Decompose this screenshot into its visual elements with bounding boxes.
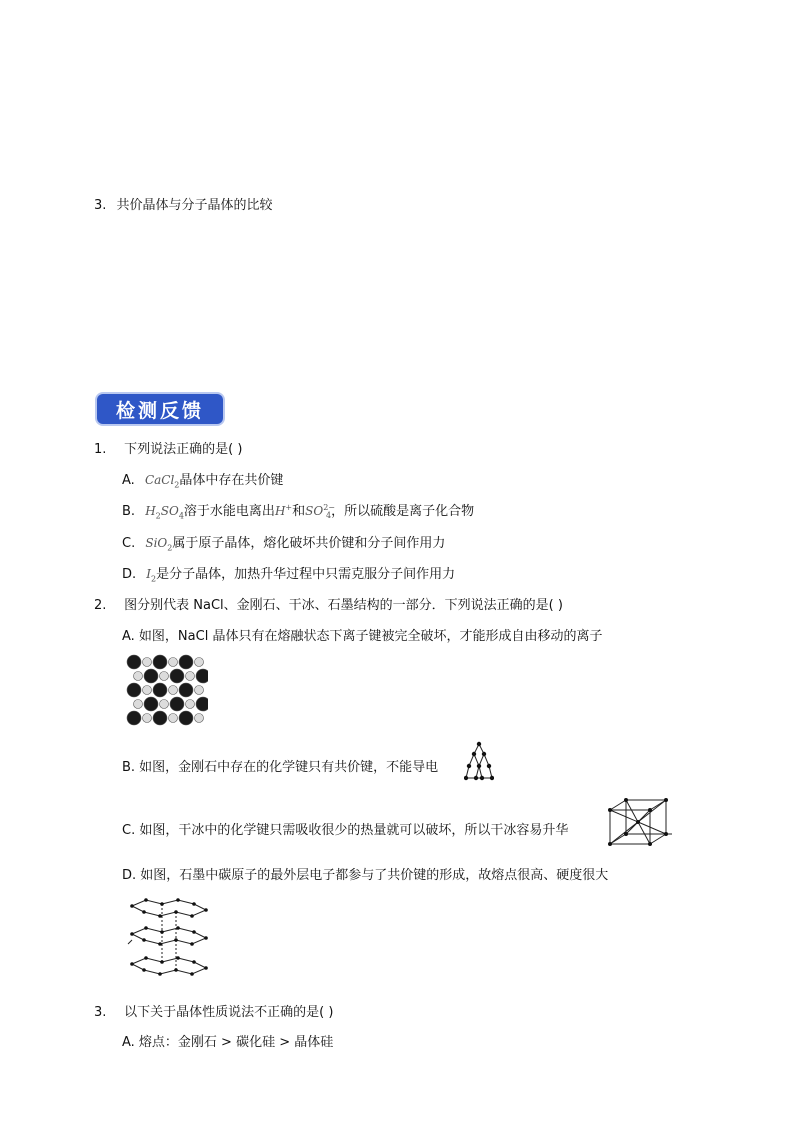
question-stem: 以下关于晶体性质说法不正确的是( ) bbox=[124, 1005, 334, 1020]
chloride-ion bbox=[170, 669, 184, 683]
option-text: 是分子晶体，加热升华过程中只需克服分子间作用力 bbox=[156, 567, 456, 582]
ion: H+ bbox=[274, 503, 293, 518]
option-text: 属于原子晶体，熔化破坏共价键和分子间作用力 bbox=[172, 536, 446, 551]
option-text: 溶于水能电离出 bbox=[183, 504, 275, 519]
question-stem: 图分别代表 NaCl、金刚石、干冰、石墨结构的一部分．下列说法正确的是( ) bbox=[124, 598, 563, 613]
option-label: D. bbox=[122, 567, 137, 582]
sodium-ion bbox=[143, 686, 152, 695]
q1-option-a bbox=[122, 469, 283, 489]
formula: $I_2$ bbox=[146, 567, 157, 584]
graphite-structure-image bbox=[126, 896, 212, 984]
sodium-ion bbox=[169, 686, 178, 695]
sodium-ion bbox=[186, 672, 195, 681]
formula: CaCl$_2$ bbox=[144, 473, 180, 490]
chloride-ion bbox=[179, 655, 193, 669]
ion: $SO^{2-}_4$ bbox=[305, 503, 335, 521]
q3-option-a: A. 熔点：金刚石 > 碳化硅 > 晶体硅 bbox=[122, 1035, 334, 1050]
question-number: 3. bbox=[94, 1005, 107, 1020]
chloride-ion bbox=[144, 669, 158, 683]
sodium-ion bbox=[143, 714, 152, 723]
option-text: ，所以硫酸是离子化合物 bbox=[331, 504, 475, 519]
chloride-ion bbox=[196, 669, 208, 683]
question-3 bbox=[94, 1001, 333, 1020]
chloride-ion bbox=[144, 697, 158, 711]
q2-option-b: B. 如图，金刚石中存在的化学键只有共价键，不能导电 bbox=[122, 760, 439, 775]
chloride-ion bbox=[196, 697, 208, 711]
sodium-ion bbox=[160, 700, 169, 709]
q1-option-c bbox=[122, 532, 445, 552]
chloride-ion bbox=[170, 697, 184, 711]
nacl-crystal-image bbox=[126, 652, 208, 728]
chloride-ion bbox=[153, 711, 167, 725]
chloride-ion bbox=[179, 683, 193, 697]
chloride-ion bbox=[127, 655, 141, 669]
section-title: 共价晶体与分子晶体的比较 bbox=[116, 198, 273, 213]
formula: SiO$_2$ bbox=[145, 536, 173, 553]
chloride-ion bbox=[153, 683, 167, 697]
section-heading bbox=[94, 194, 273, 213]
chloride-ion bbox=[127, 683, 141, 697]
option-label: B. bbox=[122, 504, 136, 519]
sodium-ion bbox=[186, 700, 195, 709]
option-label: A. bbox=[122, 473, 135, 488]
question-stem: 下列说法正确的是( ) bbox=[124, 442, 243, 457]
dry-ice-structure-image bbox=[606, 798, 672, 848]
question-number: 2. bbox=[94, 598, 107, 613]
q1-option-b bbox=[122, 500, 474, 520]
diamond-structure-image bbox=[464, 738, 494, 784]
sodium-ion bbox=[195, 658, 204, 667]
chloride-ion bbox=[127, 711, 141, 725]
sodium-ion bbox=[160, 672, 169, 681]
sodium-ion bbox=[143, 658, 152, 667]
sodium-ion bbox=[134, 672, 143, 681]
q2-option-d: D. 如图，石墨中碳原子的最外层电子都参与了共价键的形成，故熔点很高、硬度很大 bbox=[122, 868, 609, 883]
option-label: C. bbox=[122, 536, 136, 551]
q1-option-d bbox=[122, 563, 455, 583]
option-text: 晶体中存在共价键 bbox=[179, 473, 284, 488]
question-1 bbox=[94, 438, 242, 457]
sodium-ion bbox=[195, 686, 204, 695]
sodium-ion bbox=[169, 658, 178, 667]
feedback-badge: 检测反馈 bbox=[97, 394, 223, 424]
option-text: 和 bbox=[292, 504, 306, 519]
q2-option-a: A. 如图，NaCl 晶体只有在熔融状态下离子键被完全破坏，才能形成自由移动的离子 bbox=[122, 629, 603, 644]
question-2 bbox=[94, 594, 563, 613]
sodium-ion bbox=[134, 700, 143, 709]
chloride-ion bbox=[153, 655, 167, 669]
section-number: 3. bbox=[94, 198, 107, 213]
q2-option-c: C. 如图，干冰中的化学键只需吸收很少的热量就可以破坏，所以干冰容易升华 bbox=[122, 823, 569, 838]
sodium-ion bbox=[195, 714, 204, 723]
formula: $H_2SO_4$ bbox=[145, 504, 184, 521]
question-number: 1. bbox=[94, 442, 107, 457]
sodium-ion bbox=[169, 714, 178, 723]
chloride-ion bbox=[179, 711, 193, 725]
